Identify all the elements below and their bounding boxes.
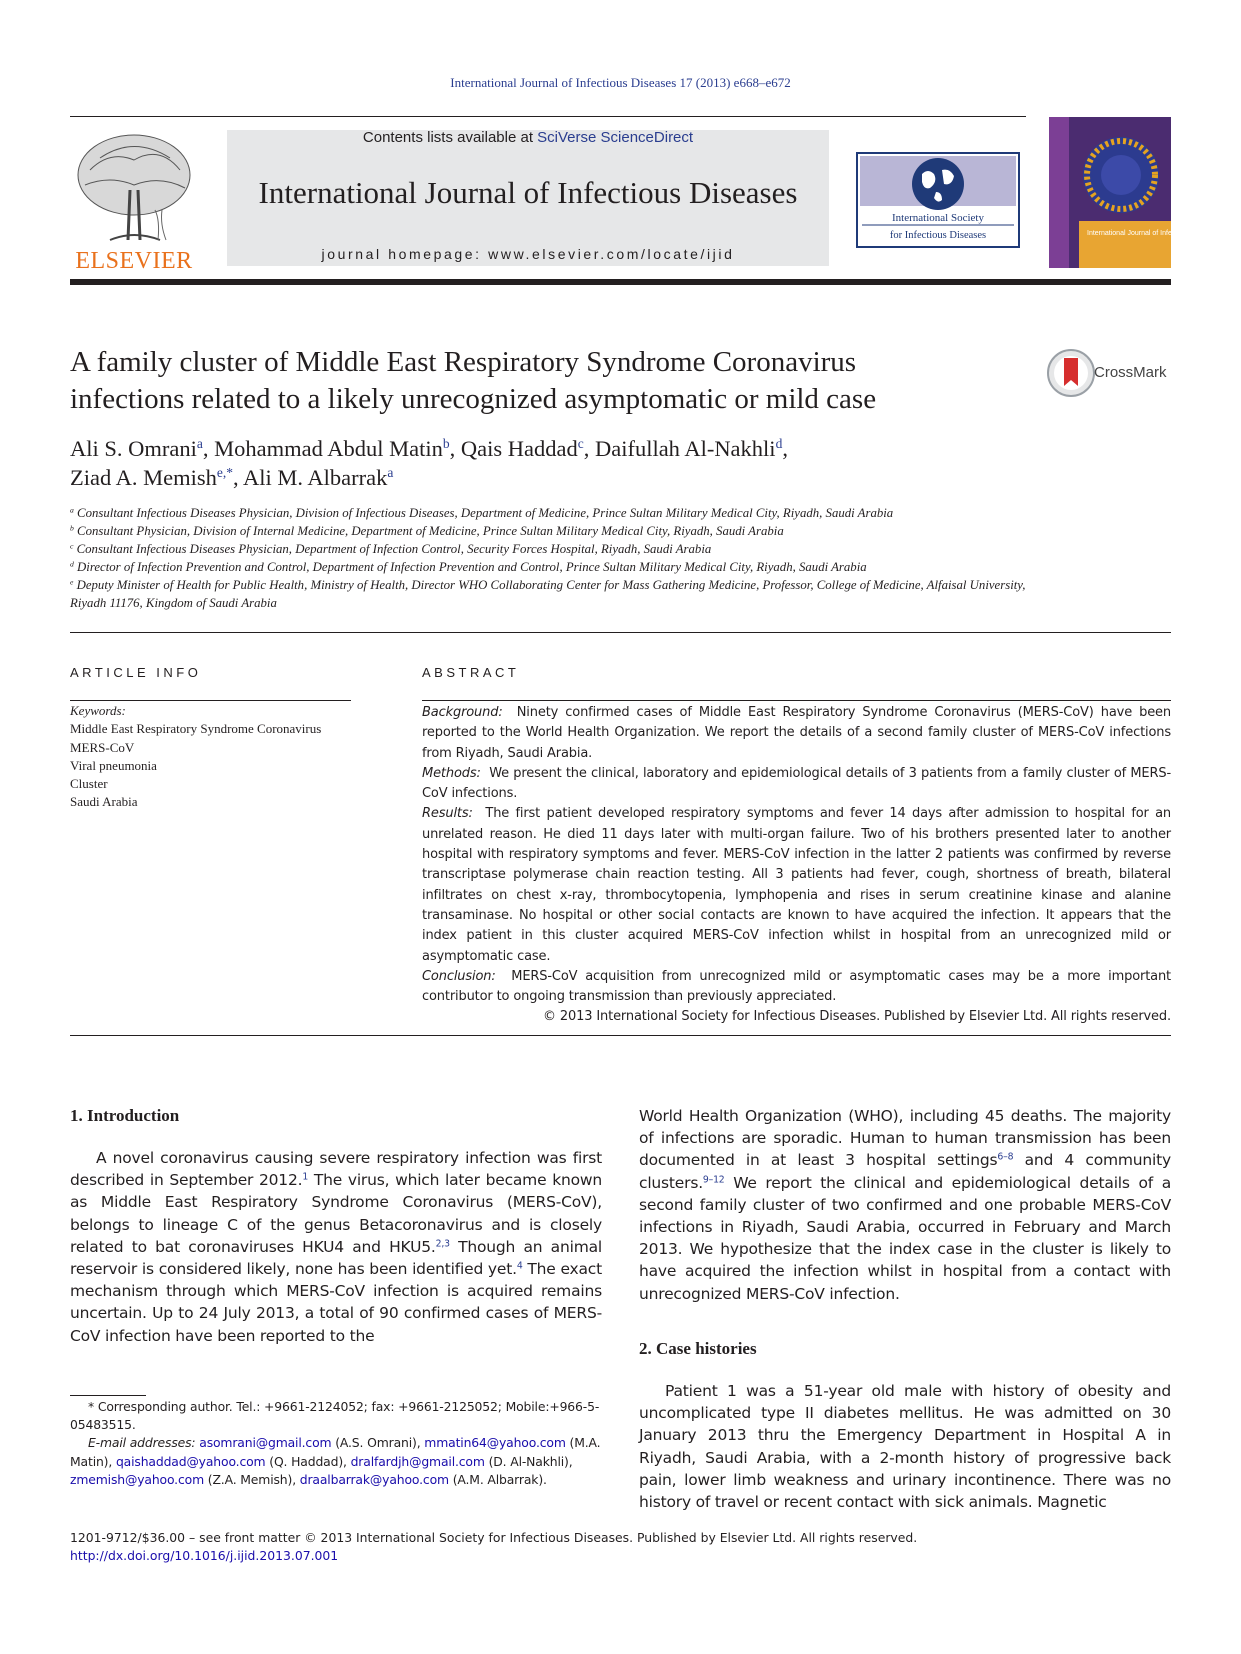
affiliation-item: $^a$ Consultant Infectious Diseases Physician, Division of Infectious Diseases, Department of Medicine, Prince Sultan Military Medical City, Riyadh, Saudi Arabia	[70, 505, 894, 520]
elsevier-wordmark: ELSEVIER	[75, 248, 193, 274]
citation-link[interactable]: 1	[302, 1171, 309, 1183]
author-sep: ,	[233, 465, 244, 490]
journal-homepage-link[interactable]: journal homepage: www.elsevier.com/locate/ijid	[321, 246, 735, 262]
isid-society-logo[interactable]	[856, 152, 1020, 248]
keywords-label: Keywords:	[70, 703, 126, 718]
email-link[interactable]: draalbarrak@yahoo.com	[299, 1471, 449, 1487]
header-divider	[70, 632, 1171, 633]
author-affil-sup[interactable]: b	[442, 435, 450, 451]
masthead-divider	[70, 279, 1171, 285]
abstract-background: Background: Ninety confirmed cases of Middle East Respiratory Syndrome Coronavirus (MERS-CoV) have been reported to the World Health Organization. We report the details of a second family cluster of MERS-CoV infections from Riyadh, Saudi Arabia.	[422, 705, 1171, 761]
journal-reference[interactable]: International Journal of Infectious Diseases 17 (2013) e668–e672	[450, 75, 791, 90]
front-matter	[70, 1529, 1171, 1565]
author-sep: ,	[202, 436, 215, 461]
journal-cover-image[interactable]	[1049, 117, 1221, 268]
citation-link[interactable]: 2,3	[435, 1238, 450, 1250]
citation-link[interactable]: 4	[516, 1260, 523, 1272]
author[interactable]: Ali S. Omrani	[70, 436, 197, 461]
footnote-divider	[70, 1395, 146, 1396]
abstract-divider	[422, 700, 1171, 701]
keyword[interactable]: Middle East Respiratory Syndrome Coronavirus	[70, 721, 322, 737]
keyword[interactable]: Viral pneumonia	[70, 757, 157, 773]
intro-heading: 1. Introduction	[70, 1106, 180, 1125]
case-paragraph: Patient 1 was a 51-year old male with history of obesity and uncomplicated type II diabetes mellitus. He was admitted on 30 January 2013 thru the Emergency Department in Hospital A in Riyadh, Saudi Arabia, with a 2-month history of progressive back pain, lower limb weakness and urinary incontinence. There was no history of travel or recent contact with sick animals. Magnetic	[639, 1382, 1171, 1512]
abstract-bottom-divider	[70, 1035, 1171, 1036]
author[interactable]: Ali M. Albarrak	[243, 465, 388, 490]
keywords-block	[70, 702, 370, 812]
affiliations	[70, 504, 1030, 612]
abstract-heading: ABSTRACT	[422, 665, 520, 680]
contents-line: Contents lists available at SciVerse ScienceDirect	[362, 129, 694, 146]
citation-link[interactable]: 6–8	[997, 1151, 1014, 1163]
affiliation-item: $^c$ Consultant Infectious Diseases Physician, Department of Infection Control, Security Forces Hospital, Riyadh, Saudi Arabia	[70, 541, 712, 556]
affiliation-item: $^e$ Deputy Minister of Health for Public Health, Ministry of Health, Director WHO Collaborating Center for Mass Gathering Medicine, Professor, College of Medicine, Alfaisal University, Riyadh 11176, Kingdom of Saudi Arabia	[70, 577, 1026, 610]
affiliation-item: $^d$ Director of Infection Prevention and Control, Department of Infection Prevention and Control, Prince Sultan Military Medical City, Riyadh, Saudi Arabia	[70, 559, 867, 574]
abstract-copyright: © 2013 International Society for Infectious Diseases. Published by Elsevier Ltd. All rights reserved.	[543, 1009, 1171, 1025]
email-link[interactable]: zmemish@yahoo.com	[70, 1471, 204, 1487]
author[interactable]: Ziad A. Memish	[70, 465, 217, 490]
author[interactable]: Mohammad Abdul Matin	[214, 436, 443, 461]
author-sep: ,	[583, 436, 595, 461]
journal-title: International Journal of Infectious Diseases	[258, 175, 798, 210]
abstract-body	[422, 703, 1171, 1028]
keyword[interactable]: Saudi Arabia	[70, 794, 138, 810]
author-sep: ,	[449, 436, 461, 461]
article-title: A family cluster of Middle East Respiratory Syndrome Coronavirus infections related to a likely unrecognized asymptomatic or mild case	[70, 346, 877, 415]
author-affil-sup[interactable]: d	[775, 435, 783, 451]
affiliation-item: $^b$ Consultant Physician, Division of Internal Medicine, Department of Medicine, Prince Sultan Military Medical City, Riyadh, Saudi Arabia	[70, 523, 784, 538]
cover-title: International Journal of Infectious Diseases	[1087, 230, 1221, 237]
top-divider	[70, 116, 1026, 117]
author-affil-sup[interactable]: e,*	[216, 464, 233, 480]
abstract-conclusion: Conclusion: MERS-CoV acquisition from unrecognized mild or asymptomatic cases may be a more important contributor to ongoing transmission than previously appreciated.	[422, 968, 1171, 1005]
email-link[interactable]: dralfardjh@gmail.com	[350, 1453, 485, 1469]
author[interactable]: Daifullah Al-Nakhli	[594, 436, 776, 461]
citation-link[interactable]: 9–12	[702, 1174, 725, 1186]
article-info-divider	[70, 700, 351, 701]
sciencedirect-link[interactable]: SciVerse ScienceDirect	[537, 129, 694, 146]
corresponding-author-contact: * Corresponding author. Tel.: +9661-2124052; fax: +9661-2125052; Mobile:+966-5-05483515.	[70, 1399, 600, 1433]
email-link[interactable]: mmatin64@yahoo.com	[424, 1435, 566, 1451]
case-histories-heading: 2. Case histories	[639, 1339, 757, 1358]
author-sep: ,	[782, 436, 788, 461]
doi-link[interactable]: http://dx.doi.org/10.1016/j.ijid.2013.07.001	[70, 1548, 339, 1563]
intro-paragraph-continued: World Health Organization (WHO), including 45 deaths. The majority of infections are sporadic. Human to human transmission has been documented in at least 3 hospital settings$^{6-8}$ and 4 community clusters.$^{9-12}$ We report the clinical and epidemiological details of a second family cluster of two confirmed and one probable MERS-CoV infections in Riyadh, Saudi Arabia, occurred in February and March 2013. We hypothesize that the index case in the cluster is likely to have acquired the infection whilst in hospital from a contact with unrecognized MERS-CoV infection.	[639, 1107, 1171, 1303]
crossmark-label[interactable]: CrossMark	[1094, 364, 1167, 381]
abstract-results: Results: The first patient developed respiratory symptoms and fever 14 days after admission to hospital for an unrelated reason. He died 11 days later with multi-organ failure. Two of his brothers presented later to another hospital with respiratory symptoms and fever. MERS-CoV infection in the latter 2 patients was confirmed by reverse transcriptase polymerase chain reaction testing. All 3 patients had fever, cough, shortness of breath, bilateral infiltrates on chest x-ray, thrombocytopenia, lymphopenia and rises in serum creatinine kinase and alanine transaminase. No hospital or other social contacts are known to have acquired the infection. It appears that the index patient in this cluster acquired MERS-CoV infection whilst in hospital from an unrecognized mild or asymptomatic case.	[422, 806, 1171, 964]
email-link[interactable]: qaishaddad@yahoo.com	[115, 1453, 266, 1469]
corresponding-author-footnote	[70, 1398, 602, 1489]
email-link[interactable]: asomrani@gmail.com	[199, 1435, 332, 1451]
keyword[interactable]: MERS-CoV	[70, 739, 135, 755]
article-info-heading: ARTICLE INFO	[70, 665, 202, 680]
front-matter-line: 1201-9712/$36.00 – see front matter © 2013 International Society for Infectious Diseases. Published by Elsevier Ltd. All rights reserved.	[70, 1530, 918, 1545]
email-addresses: E-mail addresses: asomrani@gmail.com (A.S. Omrani), mmatin64@yahoo.com (M.A. Matin), qaishaddad@yahoo.com (Q. Haddad), dralfardjh@gmail.com (D. Al-Nakhli), zmemish@yahoo.com (Z.A. Memish), draalbarrak@yahoo.com (A.M. Albarrak).	[70, 1435, 601, 1487]
author-list	[70, 434, 1070, 492]
isid-logo-line2: for Infectious Diseases	[889, 230, 987, 241]
author-affil-sup[interactable]: a	[387, 464, 394, 480]
author-affil-sup[interactable]: c	[577, 435, 584, 451]
keyword[interactable]: Cluster	[70, 776, 108, 792]
author[interactable]: Qais Haddad	[460, 436, 578, 461]
abstract-methods: Methods: We present the clinical, laboratory and epidemiological details of 3 patients from a family cluster of MERS-CoV infections.	[422, 765, 1171, 802]
intro-paragraph: A novel coronavirus causing severe respiratory infection was first described in September 2012.$^1$ The virus, which later became known as Middle East Respiratory Syndrome Coronavirus (MERS-CoV), belongs to lineage C of the genus Betacoronavirus and is closely related to bat coronaviruses HKU4 and HKU5.$^{2,3}$ Though an animal reservoir is considered likely, none has been identified yet.$^4$ The exact mechanism through which MERS-CoV infection is acquired remains uncertain. Up to 24 July 2013, a total of 90 confirmed cases of MERS-CoV infection have been reported to the	[70, 1149, 603, 1345]
isid-logo-line1: International Society	[892, 212, 984, 224]
author-affil-sup[interactable]: a	[196, 435, 203, 451]
